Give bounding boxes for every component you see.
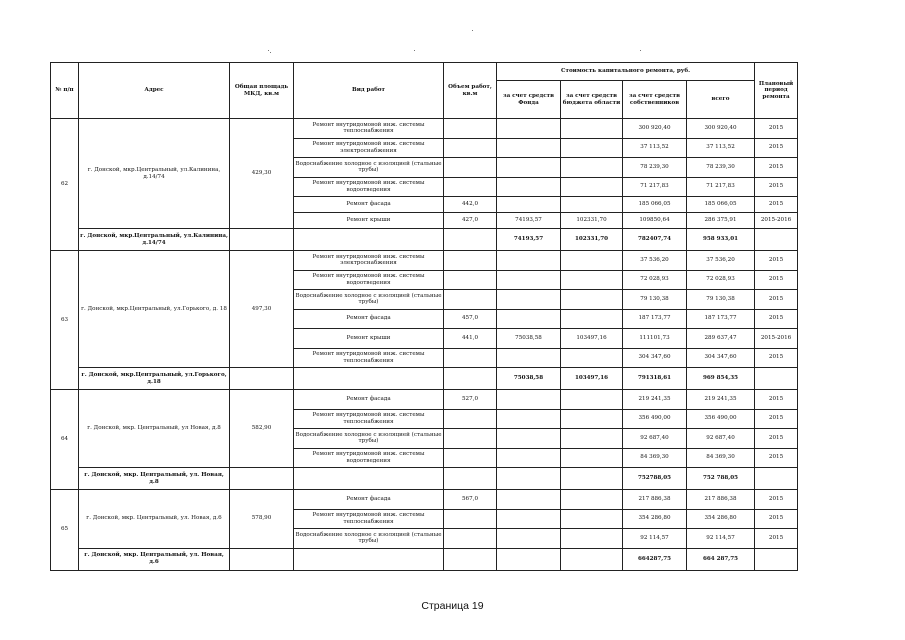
work-volume — [444, 251, 497, 271]
subtotal-label: г. Донской, мкр. Центральный, ул. Новая, д.8 — [79, 468, 230, 490]
cost-total: 300 920,40 — [687, 119, 755, 139]
work-type: Ремонт внутридомовой инж. системы теплоснабжения — [294, 119, 444, 139]
cost-total: 185 066,05 — [687, 197, 755, 213]
repair-period: 2015 — [755, 390, 798, 410]
work-volume — [444, 509, 497, 529]
table-header — [51, 63, 798, 119]
cost-owners: 217 886,38 — [623, 490, 687, 510]
building-number: 65 — [51, 490, 79, 571]
cost-region — [561, 448, 623, 468]
subtotal-region — [561, 548, 623, 570]
subtotal-area — [230, 468, 294, 490]
subtotal-total: 969 854,35 — [687, 368, 755, 390]
cost-total: 37 113,52 — [687, 138, 755, 158]
scan-speck — [414, 50, 415, 51]
work-type: Водоснабжение холодное с изоляцией (стальные трубы) — [294, 529, 444, 549]
cost-region — [561, 251, 623, 271]
cost-owners: 78 239,30 — [623, 158, 687, 178]
work-volume — [444, 177, 497, 197]
table-body — [51, 119, 798, 571]
cost-owners: 185 066,05 — [623, 197, 687, 213]
header-address: Адрес — [79, 63, 230, 119]
cost-total: 217 886,38 — [687, 490, 755, 510]
cost-region — [561, 409, 623, 429]
building-address: г. Донской, мкр. Центральный, ул. Новая, д.6 — [79, 490, 230, 549]
repair-period: 2015 — [755, 197, 798, 213]
building-number: 62 — [51, 119, 79, 251]
repair-period: 2015 — [755, 448, 798, 468]
work-volume — [444, 290, 497, 310]
repair-period: 2015 — [755, 490, 798, 510]
work-volume: 442,0 — [444, 197, 497, 213]
subtotal-fund: 75038,58 — [497, 368, 561, 390]
cost-fund — [497, 177, 561, 197]
subtotal-total: 664 287,75 — [687, 548, 755, 570]
header-owners: за счет средств собственников — [623, 81, 687, 119]
subtotal-owners: 752788,05 — [623, 468, 687, 490]
cost-owners: 304 347,60 — [623, 348, 687, 368]
capital-repair-table — [50, 62, 798, 571]
cost-region — [561, 138, 623, 158]
work-type: Ремонт фасада — [294, 490, 444, 510]
scan-speck — [640, 50, 641, 51]
header-total: всего — [687, 81, 755, 119]
work-volume — [444, 348, 497, 368]
subtotal-work — [294, 368, 444, 390]
building-number: 64 — [51, 390, 79, 490]
repair-period: 2015 — [755, 177, 798, 197]
work-type: Ремонт фасада — [294, 197, 444, 213]
cost-fund — [497, 119, 561, 139]
cost-fund — [497, 138, 561, 158]
cost-total: 356 490,00 — [687, 409, 755, 429]
repair-period: 2015-2016 — [755, 213, 798, 229]
cost-region — [561, 529, 623, 549]
work-volume — [444, 429, 497, 449]
subtotal-region: 102331,70 — [561, 229, 623, 251]
subtotal-owners: 782407,74 — [623, 229, 687, 251]
header-volume: Объем работ, кв.м — [444, 63, 497, 119]
cost-owners: 72 028,93 — [623, 270, 687, 290]
cost-total: 92 114,57 — [687, 529, 755, 549]
subtotal-work — [294, 548, 444, 570]
work-volume: 427,0 — [444, 213, 497, 229]
work-type: Ремонт внутридомовой инж. системы водоотведения — [294, 177, 444, 197]
work-type: Ремонт крыши — [294, 213, 444, 229]
cost-region — [561, 177, 623, 197]
subtotal-work — [294, 229, 444, 251]
repair-period: 2015 — [755, 529, 798, 549]
work-type: Водоснабжение холодное с изоляцией (стальные трубы) — [294, 158, 444, 178]
scan-speck — [268, 50, 269, 51]
cost-total: 37 536,20 — [687, 251, 755, 271]
subtotal-volume — [444, 368, 497, 390]
repair-period: 2015 — [755, 119, 798, 139]
subtotal-total: 752 788,05 — [687, 468, 755, 490]
page-number: Страница 19 — [421, 600, 484, 612]
subtotal-row — [51, 368, 798, 390]
cost-region — [561, 490, 623, 510]
subtotal-volume — [444, 229, 497, 251]
cost-region — [561, 348, 623, 368]
building-area: 578,90 — [230, 490, 294, 549]
subtotal-label: г. Донской, мкр.Центральный, ул.Калинина, д.14/74 — [79, 229, 230, 251]
header-area: Общая площадь МКД, кв.м — [230, 63, 294, 119]
subtotal-row — [51, 548, 798, 570]
cost-fund — [497, 390, 561, 410]
subtotal-period — [755, 368, 798, 390]
subtotal-row — [51, 229, 798, 251]
subtotal-volume — [444, 548, 497, 570]
subtotal-label: г. Донской, мкр.Центральный, ул.Горького, д.18 — [79, 368, 230, 390]
header-num: № п/п — [51, 63, 79, 119]
cost-fund — [497, 429, 561, 449]
table-row — [51, 251, 798, 271]
cost-total: 354 286,80 — [687, 509, 755, 529]
scan-speck — [472, 30, 473, 31]
work-type: Ремонт внутридомовой инж. системы теплоснабжения — [294, 348, 444, 368]
subtotal-volume — [444, 468, 497, 490]
cost-total: 84 369,30 — [687, 448, 755, 468]
cost-owners: 300 920,40 — [623, 119, 687, 139]
cost-owners: 84 369,30 — [623, 448, 687, 468]
table-row — [51, 490, 798, 510]
cost-total: 72 028,93 — [687, 270, 755, 290]
cost-region — [561, 429, 623, 449]
cost-fund — [497, 509, 561, 529]
cost-owners: 37 536,20 — [623, 251, 687, 271]
subtotal-owners: 664287,75 — [623, 548, 687, 570]
cost-fund — [497, 448, 561, 468]
scan-speck — [270, 52, 271, 53]
building-number: 63 — [51, 251, 79, 390]
header-period: Плановый период ремонта — [755, 63, 798, 119]
header-region: за счет средств бюджета области — [561, 81, 623, 119]
cost-region — [561, 158, 623, 178]
cost-total: 78 239,30 — [687, 158, 755, 178]
cost-region: 103497,16 — [561, 329, 623, 349]
repair-period: 2015 — [755, 138, 798, 158]
cost-owners: 109850,64 — [623, 213, 687, 229]
subtotal-fund — [497, 468, 561, 490]
subtotal-area — [230, 548, 294, 570]
subtotal-fund: 74193,57 — [497, 229, 561, 251]
cost-total: 71 217,83 — [687, 177, 755, 197]
work-type: Ремонт фасада — [294, 309, 444, 329]
repair-period: 2015-2016 — [755, 329, 798, 349]
cost-owners: 356 490,00 — [623, 409, 687, 429]
subtotal-work — [294, 468, 444, 490]
repair-period: 2015 — [755, 429, 798, 449]
cost-region: 102331,70 — [561, 213, 623, 229]
work-volume — [444, 409, 497, 429]
cost-total: 304 347,60 — [687, 348, 755, 368]
cost-owners: 92 114,57 — [623, 529, 687, 549]
cost-owners: 92 687,40 — [623, 429, 687, 449]
work-type: Ремонт внутридомовой инж. системы теплоснабжения — [294, 409, 444, 429]
work-volume: 441,0 — [444, 329, 497, 349]
work-type: Ремонт внутридомовой инж. системы теплоснабжения — [294, 509, 444, 529]
cost-fund — [497, 158, 561, 178]
cost-owners: 71 217,83 — [623, 177, 687, 197]
cost-fund — [497, 529, 561, 549]
repair-period: 2015 — [755, 348, 798, 368]
work-volume: 567,0 — [444, 490, 497, 510]
cost-total: 219 241,35 — [687, 390, 755, 410]
cost-region — [561, 390, 623, 410]
subtotal-region: 103497,16 — [561, 368, 623, 390]
cost-fund — [497, 290, 561, 310]
cost-owners: 37 113,52 — [623, 138, 687, 158]
repair-period: 2015 — [755, 158, 798, 178]
subtotal-label: г. Донской, мкр. Центральный, ул. Новая, д.6 — [79, 548, 230, 570]
cost-owners: 111101,73 — [623, 329, 687, 349]
cost-region — [561, 290, 623, 310]
work-type: Ремонт крыши — [294, 329, 444, 349]
subtotal-area — [230, 229, 294, 251]
work-type: Водоснабжение холодное с изоляцией (стальные трубы) — [294, 290, 444, 310]
header-fund: за счет средств Фонда — [497, 81, 561, 119]
work-volume — [444, 529, 497, 549]
subtotal-period — [755, 548, 798, 570]
cost-fund — [497, 197, 561, 213]
cost-fund — [497, 490, 561, 510]
repair-period: 2015 — [755, 309, 798, 329]
cost-total: 92 687,40 — [687, 429, 755, 449]
header-cost-group: Стоимость капитального ремонта, руб. — [497, 63, 755, 81]
cost-region — [561, 119, 623, 139]
work-volume: 457,0 — [444, 309, 497, 329]
cost-owners: 79 130,38 — [623, 290, 687, 310]
work-type: Ремонт фасада — [294, 390, 444, 410]
building-area: 429,30 — [230, 119, 294, 229]
subtotal-area — [230, 368, 294, 390]
cost-region — [561, 270, 623, 290]
work-volume — [444, 138, 497, 158]
work-type: Ремонт внутридомовой инж. системы электроснабжения — [294, 138, 444, 158]
repair-period: 2015 — [755, 290, 798, 310]
work-type: Ремонт внутридомовой инж. системы электроснабжения — [294, 251, 444, 271]
subtotal-fund — [497, 548, 561, 570]
cost-total: 187 173,77 — [687, 309, 755, 329]
subtotal-region — [561, 468, 623, 490]
work-volume — [444, 119, 497, 139]
work-volume — [444, 158, 497, 178]
work-volume — [444, 448, 497, 468]
repair-period: 2015 — [755, 251, 798, 271]
cost-owners: 354 286,80 — [623, 509, 687, 529]
cost-fund — [497, 309, 561, 329]
subtotal-row — [51, 468, 798, 490]
work-volume — [444, 270, 497, 290]
cost-total: 289 637,47 — [687, 329, 755, 349]
repair-period: 2015 — [755, 509, 798, 529]
cost-fund — [497, 348, 561, 368]
cost-total: 79 130,38 — [687, 290, 755, 310]
cost-owners: 187 173,77 — [623, 309, 687, 329]
cost-region — [561, 197, 623, 213]
cost-total: 286 375,91 — [687, 213, 755, 229]
table-row — [51, 119, 798, 139]
building-address: г. Донской, мкр.Центральный, ул.Горького, д. 18 — [79, 251, 230, 368]
subtotal-owners: 791318,61 — [623, 368, 687, 390]
cost-fund — [497, 251, 561, 271]
cost-owners: 219 241,35 — [623, 390, 687, 410]
work-type: Водоснабжение холодное с изоляцией (стальные трубы) — [294, 429, 444, 449]
work-type: Ремонт внутридомовой инж. системы водоотведения — [294, 270, 444, 290]
header-work: Вид работ — [294, 63, 444, 119]
work-type: Ремонт внутридомовой инж. системы водоотведения — [294, 448, 444, 468]
cost-region — [561, 309, 623, 329]
cost-fund — [497, 409, 561, 429]
cost-fund — [497, 270, 561, 290]
repair-plan-sheet — [50, 62, 797, 571]
cost-region — [561, 509, 623, 529]
building-address: г. Донской, мкр.Центральный, ул.Калинина, д.14/74 — [79, 119, 230, 229]
cost-fund: 75038,58 — [497, 329, 561, 349]
cost-fund: 74193,57 — [497, 213, 561, 229]
table-row — [51, 390, 798, 410]
repair-period: 2015 — [755, 270, 798, 290]
building-area: 582,90 — [230, 390, 294, 468]
work-volume: 527,0 — [444, 390, 497, 410]
building-address: г. Донской, мкр. Центральный, ул Новая, д.8 — [79, 390, 230, 468]
subtotal-period — [755, 229, 798, 251]
repair-period: 2015 — [755, 409, 798, 429]
subtotal-total: 958 933,01 — [687, 229, 755, 251]
subtotal-period — [755, 468, 798, 490]
building-area: 497,30 — [230, 251, 294, 368]
